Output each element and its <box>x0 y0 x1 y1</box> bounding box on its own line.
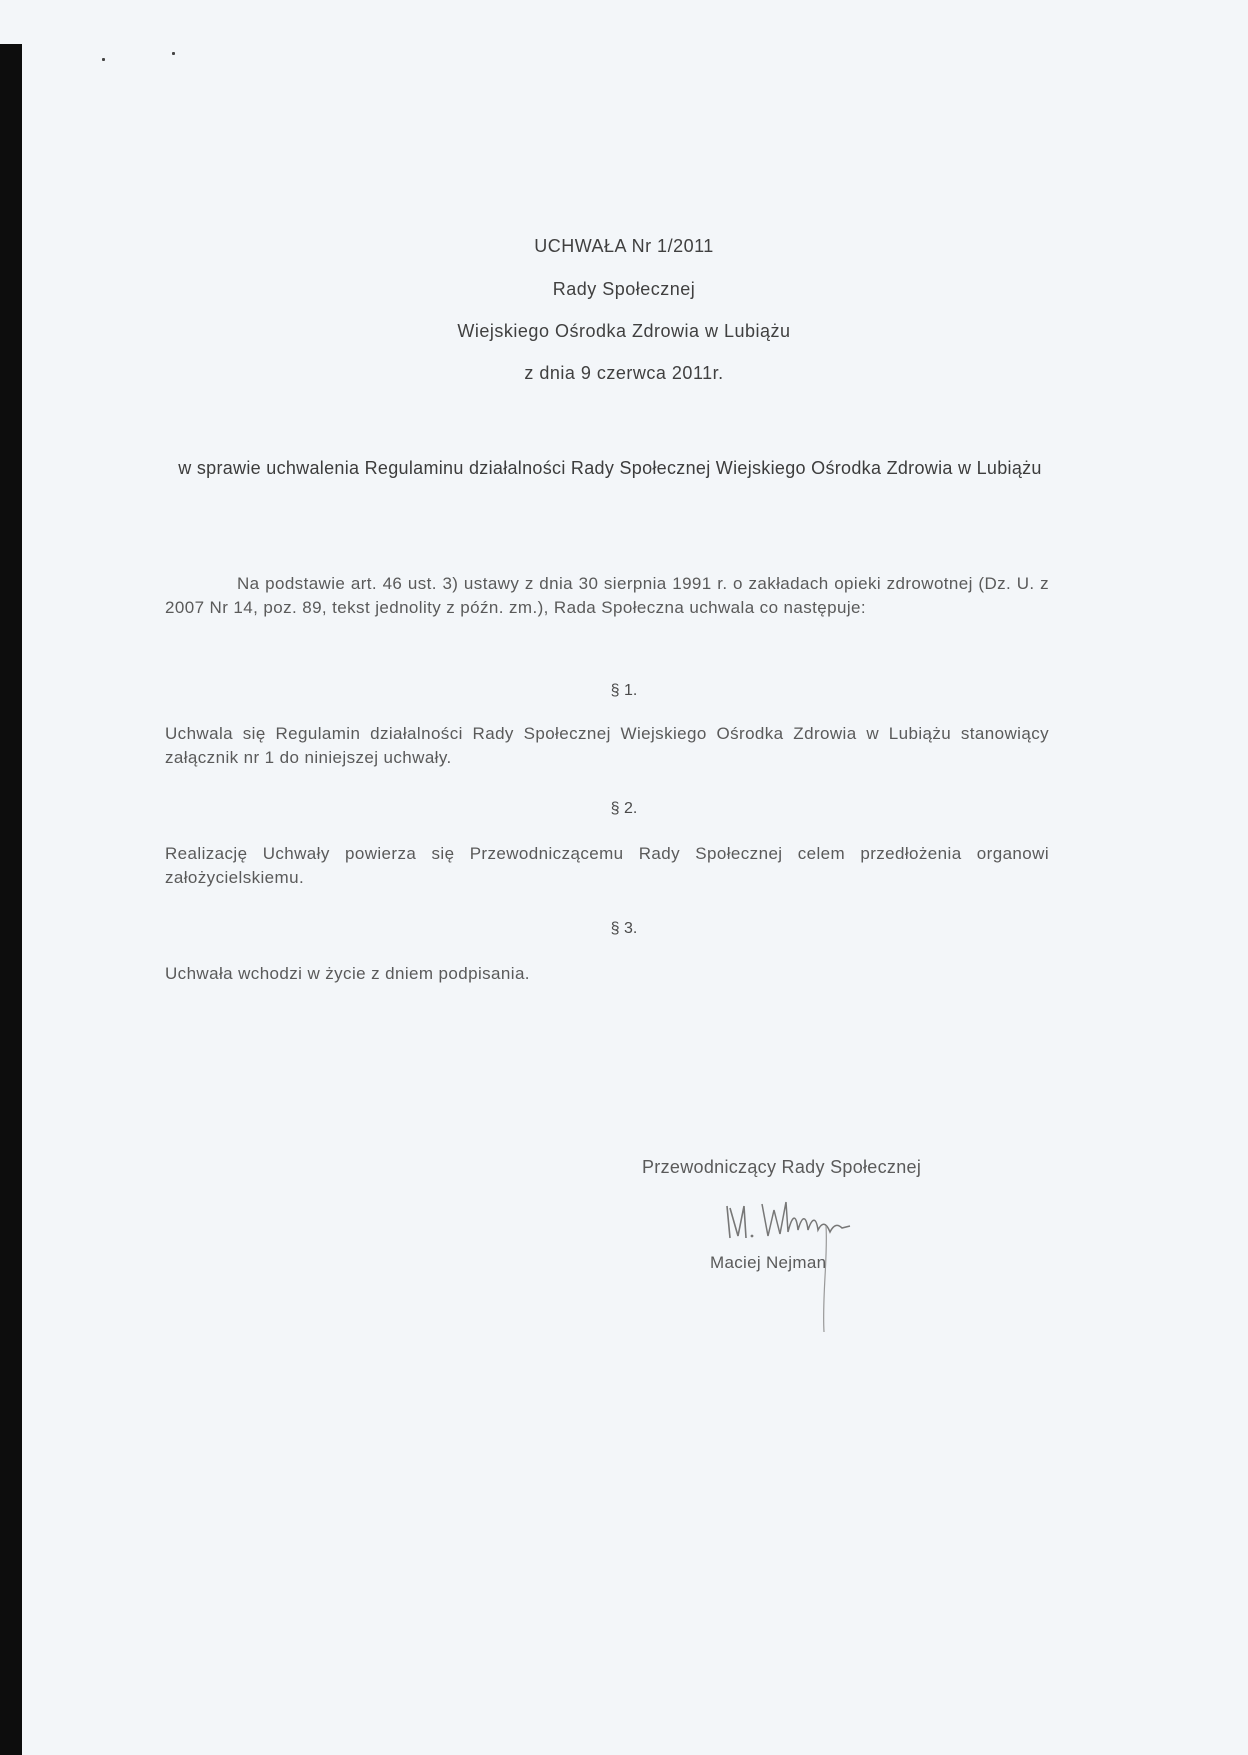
council-name: Rady Społecznej <box>552 279 696 299</box>
institution-name: Wiejskiego Ośrodka Zdrowia w Lubiążu <box>457 321 791 341</box>
section-text-1: Uchwala się Regulamin działalności Rady Społecznej Wiejskiego Ośrodka Zdrowia w Lubiążu stanowiący załącznik nr 1 do niniejszej uchwały. <box>165 724 1049 767</box>
signatory-name: Maciej Nejman <box>710 1253 827 1272</box>
section-mark-3: § 3. <box>610 920 638 937</box>
resolution-subject: w sprawie uchwalenia Regulaminu działalności Rady Społecznej Wiejskiego Ośrodka Zdrowia w Lubiążu <box>178 458 1042 478</box>
section-text-3: Uchwała wchodzi w życie z dniem podpisania. <box>165 964 530 983</box>
legal-basis-paragraph: Na podstawie art. 46 ust. 3) ustawy z dnia 30 sierpnia 1991 r. o zakładach opieki zdrowotnej (Dz. U. z 2007 Nr 14, poz. 89, tekst jednolity z późn. zm.), Rada Społeczna uchwala co następuje: <box>165 574 1049 617</box>
resolution-date: z dnia 9 czerwca 2011r. <box>524 363 724 383</box>
resolution-title: UCHWAŁA Nr 1/2011 <box>534 236 714 256</box>
section-mark-1: § 1. <box>610 682 638 699</box>
document-header <box>0 236 1248 384</box>
signatory-title: Przewodniczący Rady Społecznej <box>642 1157 922 1177</box>
section-text-2: Realizację Uchwały powierza się Przewodniczącemu Rady Społecznej celem przedłożenia organowi założycielskiemu. <box>165 844 1049 887</box>
section-mark-2: § 2. <box>610 800 638 817</box>
